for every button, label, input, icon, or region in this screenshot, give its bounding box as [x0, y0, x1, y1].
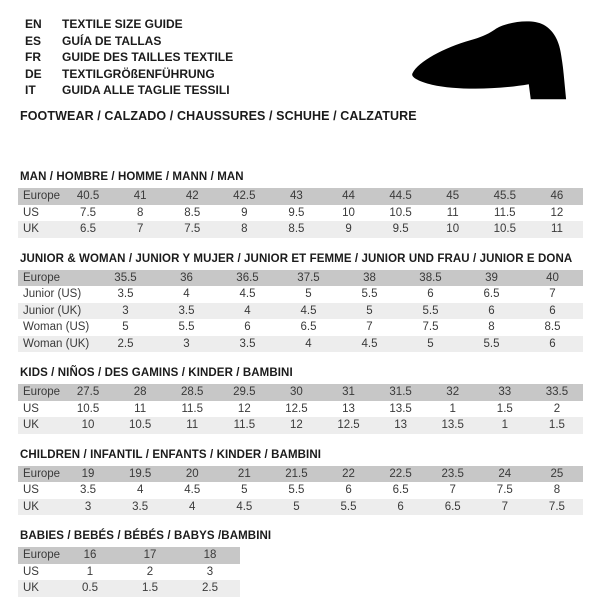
size-cell: 3.5 [117, 288, 134, 301]
section-title-babies: BABIES / BEBÉS / BÉBÉS / BABYS /BAMBINI [20, 530, 272, 542]
size-cell: 30 [290, 386, 303, 399]
size-cell: 13.5 [389, 402, 412, 415]
size-cell: 42 [185, 190, 199, 203]
size-cell: 43 [290, 190, 303, 203]
size-cell: 6.5 [80, 223, 97, 236]
size-cell: 38 [363, 271, 376, 284]
size-cell: 42.5 [233, 190, 256, 203]
row-label: Europe [23, 271, 61, 284]
size-cell: 36 [180, 271, 193, 284]
size-cell: 1 [501, 419, 508, 432]
size-cell: 8 [553, 484, 561, 497]
size-cell: 21 [237, 467, 251, 480]
size-cell: 13 [394, 419, 407, 432]
size-cell: 10 [81, 419, 95, 432]
size-cell: 44.5 [389, 190, 412, 203]
section-title-kids: KIDS / NIÑOS / DES GAMINS / KINDER / BAMBINI [20, 367, 293, 379]
size-cell: 8.5 [184, 206, 201, 219]
size-cell: 7 [549, 288, 556, 301]
size-cell: 45.5 [493, 190, 516, 203]
size-cell: 37.5 [297, 271, 320, 284]
size-cell: 12 [290, 419, 303, 432]
size-cell: 40 [546, 271, 559, 284]
table-row [18, 270, 583, 287]
size-cell: 7.5 [422, 321, 439, 334]
row-label: Woman (US) [23, 321, 90, 334]
size-cell: 2 [146, 565, 154, 578]
size-cell: 36.5 [236, 271, 259, 284]
row-label: US [23, 206, 39, 219]
size-cell: 9 [345, 223, 352, 236]
language-code: EN [25, 17, 42, 31]
size-cell: 5.5 [483, 337, 500, 350]
size-table-man [18, 188, 583, 238]
size-cell: 2.5 [117, 337, 134, 350]
language-label: GUIDE DES TAILLES TEXTILE [62, 50, 234, 64]
size-cell: 8 [136, 206, 144, 219]
size-cell: 21.5 [285, 467, 308, 480]
section-title-man: MAN / HOMBRE / HOMME / MANN / MAN [20, 171, 244, 183]
size-cell: 25 [550, 467, 564, 480]
size-cell: 5 [122, 321, 129, 334]
size-cell: 31 [342, 386, 355, 399]
size-cell: 5.5 [361, 288, 378, 301]
table-row [18, 580, 240, 597]
language-label: GUÍA DE TALLAS [62, 33, 162, 48]
size-cell: 12 [237, 402, 251, 415]
row-label: Woman (UK) [23, 337, 90, 350]
row-label: US [23, 402, 39, 415]
size-cell: 12.5 [337, 419, 360, 432]
size-cell: 33.5 [545, 386, 569, 399]
size-table-children [18, 466, 583, 516]
language-code: ES [25, 33, 42, 48]
size-cell: 6 [345, 484, 352, 497]
language-row-en [25, 16, 233, 33]
size-cell: 13.5 [441, 419, 464, 432]
language-code: FR [25, 50, 41, 64]
size-cell: 5 [427, 337, 434, 350]
size-cell: 2.5 [202, 582, 218, 595]
size-cell: 8.5 [544, 321, 561, 334]
size-cell: 10.5 [128, 419, 152, 432]
size-cell: 6 [549, 337, 556, 350]
size-cell: 9.5 [392, 223, 409, 236]
size-cell: 3 [206, 565, 214, 578]
size-cell: 20 [185, 467, 199, 480]
size-cell: 24 [498, 467, 512, 480]
size-cell: 5.5 [288, 484, 305, 497]
size-cell: 19.5 [128, 467, 152, 480]
section-man [18, 171, 583, 238]
language-code: DE [25, 66, 42, 81]
table-row [18, 417, 583, 434]
size-cell: 9 [241, 206, 248, 219]
section-children [18, 449, 583, 516]
size-cell: 41 [133, 190, 147, 203]
size-cell: 32 [446, 386, 460, 399]
size-cell: 11.5 [494, 206, 516, 219]
size-cell: 46 [550, 190, 564, 203]
row-label: US [23, 565, 39, 578]
size-cell: 6.5 [300, 321, 317, 334]
size-cell: 0.5 [82, 582, 98, 595]
section-kids [18, 367, 583, 434]
row-label: UK [23, 419, 39, 432]
size-cell: 7 [501, 500, 508, 513]
size-cell: 29.5 [233, 386, 256, 399]
size-cell: 4 [136, 484, 144, 497]
section-babies [18, 530, 583, 597]
size-cell: 38.5 [419, 271, 442, 284]
table-row [18, 303, 583, 320]
row-label: Europe [23, 549, 60, 562]
size-cell: 8 [241, 223, 248, 236]
size-cell: 3.5 [178, 304, 195, 317]
size-cell: 1.5 [142, 582, 158, 595]
size-cell: 6.5 [483, 288, 500, 301]
size-cell: 11 [550, 223, 563, 236]
row-label: UK [23, 223, 39, 236]
size-cell: 33 [498, 386, 512, 399]
table-row [18, 336, 583, 353]
size-cell: 11.5 [233, 419, 256, 432]
table-row [18, 482, 583, 499]
size-cell: 11 [134, 402, 147, 415]
size-cell: 3 [183, 337, 190, 350]
size-cell: 4 [189, 500, 196, 513]
dress-shoe-icon [402, 14, 582, 106]
size-table-babies [18, 547, 240, 597]
section-junior-woman [18, 253, 583, 353]
row-label: Europe [23, 467, 61, 480]
row-label: UK [23, 500, 39, 513]
table-row [18, 384, 583, 401]
table-row [18, 188, 583, 205]
size-cell: 5.5 [178, 321, 195, 334]
size-cell: 6 [397, 500, 404, 513]
size-cell: 5.5 [340, 500, 357, 513]
category-heading: FOOTWEAR / CALZADO / CHAUSSURES / SCHUHE / CALZATURE [20, 109, 417, 123]
size-cell: 4 [244, 304, 251, 317]
size-cell: 7 [449, 484, 456, 497]
size-cell: 3 [84, 500, 92, 513]
size-cell: 1 [86, 565, 94, 578]
size-cell: 45 [446, 190, 460, 203]
size-cell: 12 [550, 206, 564, 219]
size-cell: 7.5 [80, 206, 97, 219]
size-cell: 12.5 [285, 402, 308, 415]
size-cell: 23.5 [441, 467, 464, 480]
language-row-de [25, 66, 233, 83]
size-cell: 4 [305, 337, 312, 350]
table-row [18, 499, 583, 516]
size-cell: 39 [485, 271, 498, 284]
row-label: UK [23, 582, 39, 595]
table-row [18, 547, 240, 564]
table-row [18, 286, 583, 303]
size-cell: 5 [293, 500, 300, 513]
size-table-kids [18, 384, 583, 434]
table-row [18, 221, 583, 238]
table-row [18, 466, 583, 483]
language-label: TEXTILGRÖßENFÜHRUNG [62, 66, 215, 81]
language-row-it [25, 82, 233, 99]
size-cell: 2 [553, 402, 561, 415]
size-cell: 35.5 [114, 271, 137, 284]
size-cell: 7 [366, 321, 373, 334]
size-cell: 19 [81, 467, 95, 480]
size-cell: 6.5 [444, 500, 461, 513]
size-cell: 10 [446, 223, 460, 236]
size-cell: 4.5 [300, 304, 317, 317]
size-cell: 4.5 [361, 337, 378, 350]
size-cell: 3.5 [132, 500, 149, 513]
size-cell: 3 [122, 304, 129, 317]
table-row [18, 205, 583, 222]
language-label: GUIDA ALLE TAGLIE TESSILI [62, 83, 230, 97]
size-cell: 13 [342, 402, 355, 415]
size-cell: 4.5 [184, 484, 201, 497]
row-label: Europe [23, 386, 61, 399]
size-cell: 28.5 [181, 386, 204, 399]
language-label: TEXTILE SIZE GUIDE [62, 17, 183, 31]
language-row-es [25, 33, 233, 50]
size-tables-area [18, 171, 583, 600]
row-label: US [23, 484, 39, 497]
row-label: Europe [23, 190, 61, 203]
size-cell: 1 [449, 402, 456, 415]
size-cell: 5 [241, 484, 248, 497]
size-cell: 6 [488, 304, 495, 317]
size-cell: 40.5 [76, 190, 100, 203]
size-cell: 11 [186, 419, 199, 432]
language-title-list [25, 16, 233, 99]
size-cell: 3.5 [239, 337, 256, 350]
size-cell: 8 [488, 321, 495, 334]
size-cell: 1.5 [496, 402, 513, 415]
size-cell: 10.5 [493, 223, 516, 236]
size-cell: 6 [244, 321, 251, 334]
size-cell: 4.5 [236, 500, 253, 513]
size-cell: 4 [183, 288, 190, 301]
size-cell: 11.5 [181, 402, 203, 415]
size-cell: 1.5 [548, 419, 565, 432]
size-cell: 7.5 [496, 484, 513, 497]
size-cell: 16 [83, 549, 97, 562]
size-cell: 22 [342, 467, 355, 480]
size-cell: 17 [143, 549, 157, 562]
size-cell: 10.5 [389, 206, 412, 219]
row-label: Junior (US) [23, 288, 82, 301]
size-cell: 9.5 [288, 206, 305, 219]
size-cell: 5.5 [422, 304, 439, 317]
section-title-children: CHILDREN / INFANTIL / ENFANTS / KINDER / BAMBINI [20, 448, 322, 461]
size-cell: 8.5 [288, 223, 305, 236]
size-cell: 7.5 [184, 223, 201, 236]
size-cell: 10.5 [76, 402, 100, 415]
table-row [18, 319, 583, 336]
size-cell: 22.5 [389, 467, 412, 480]
size-cell: 3.5 [80, 484, 97, 497]
size-cell: 6 [427, 288, 434, 301]
table-row [18, 401, 583, 418]
size-cell: 11 [446, 206, 459, 219]
size-cell: 7 [136, 223, 144, 236]
language-code: IT [25, 83, 36, 97]
size-cell: 6 [549, 304, 556, 317]
size-cell: 18 [203, 549, 217, 562]
size-cell: 7.5 [548, 500, 565, 513]
size-cell: 4.5 [239, 288, 256, 301]
size-cell: 31.5 [389, 386, 412, 399]
size-cell: 27.5 [76, 386, 100, 399]
size-cell: 6.5 [392, 484, 409, 497]
size-cell: 28 [133, 386, 147, 399]
size-table-junior-woman [18, 270, 583, 353]
row-label: Junior (UK) [23, 304, 82, 317]
section-title-junior-woman: JUNIOR & WOMAN / JUNIOR Y MUJER / JUNIOR ET FEMME / JUNIOR UND FRAU / JUNIOR E DONA [20, 252, 573, 265]
size-cell: 5 [366, 304, 373, 317]
language-row-fr [25, 49, 233, 66]
table-row [18, 564, 240, 581]
size-cell: 44 [342, 190, 355, 203]
size-cell: 5 [305, 288, 312, 301]
size-cell: 10 [342, 206, 355, 219]
